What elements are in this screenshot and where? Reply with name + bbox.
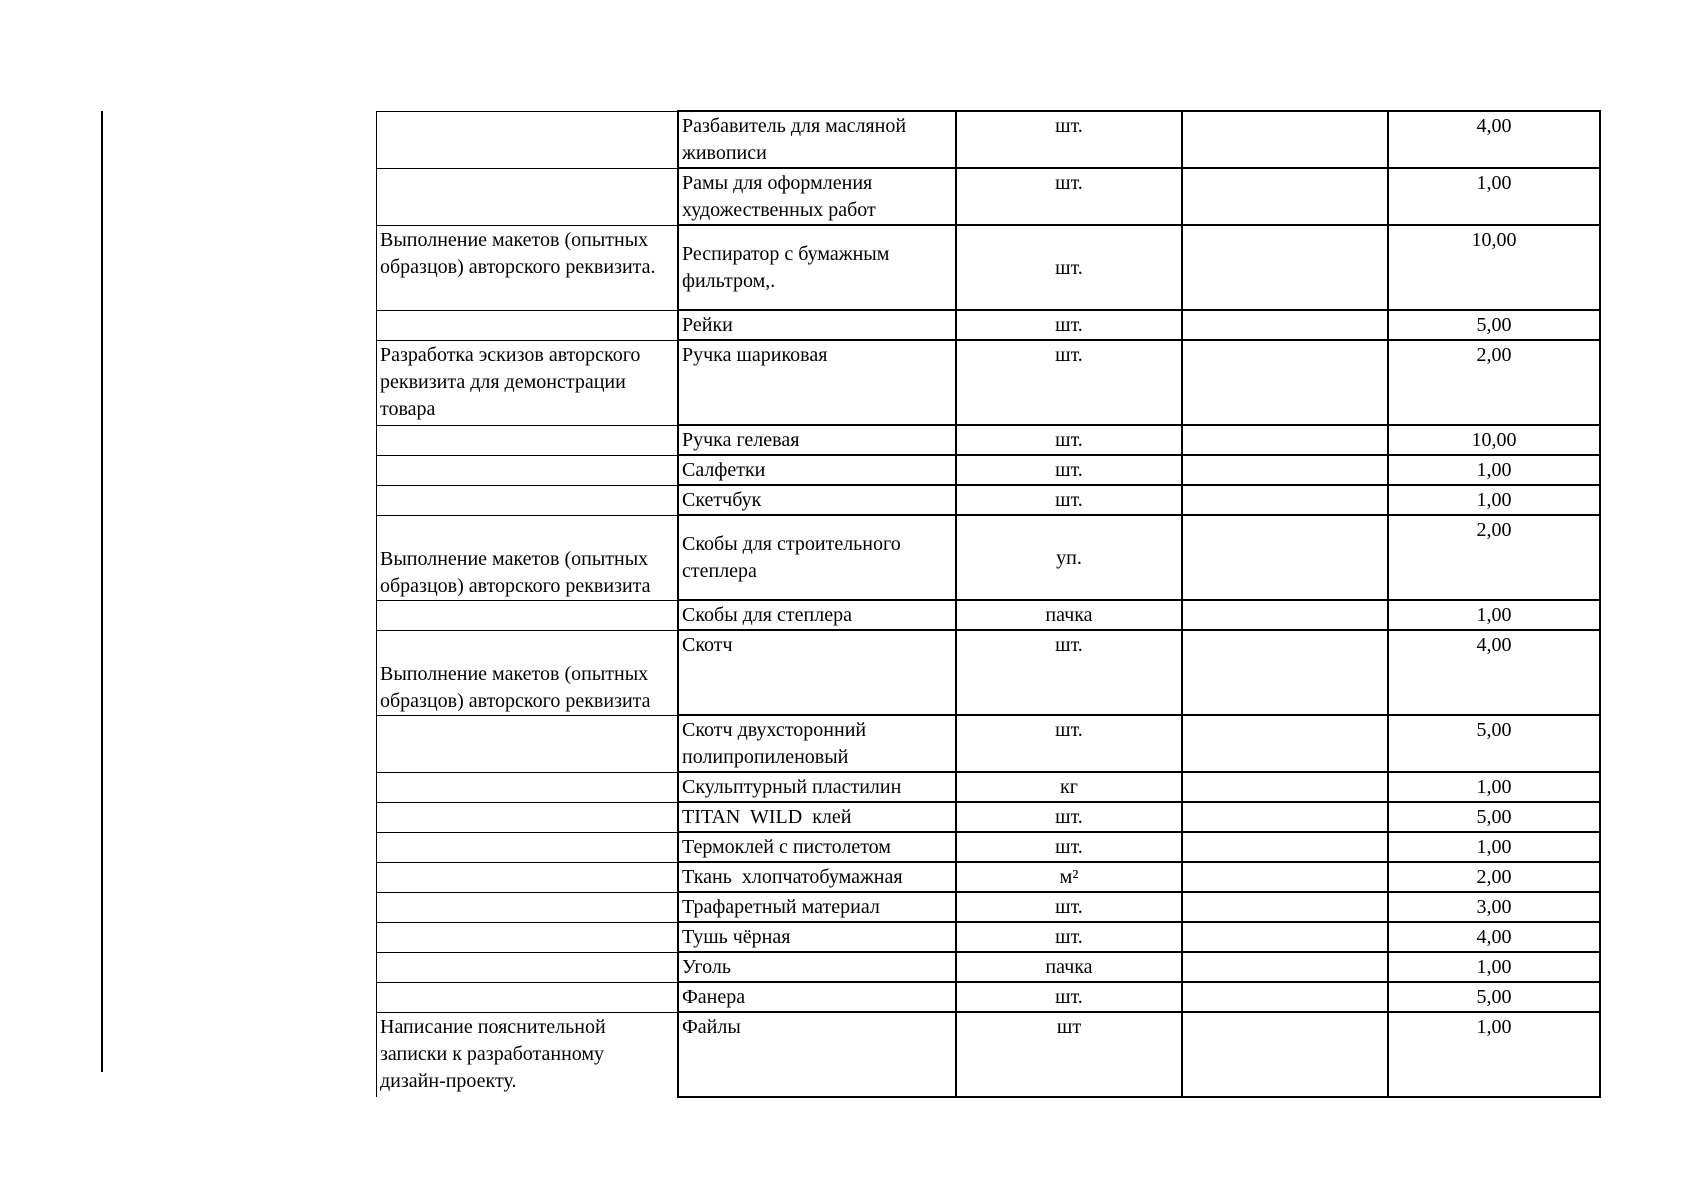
activity-cell (377, 922, 679, 952)
empty-cell (1182, 922, 1388, 952)
unit-cell: шт (956, 1012, 1182, 1097)
activity-cell (377, 111, 679, 168)
unit-cell: шт. (956, 802, 1182, 832)
activity-cell (377, 485, 679, 515)
table-row (377, 772, 1601, 802)
quantity-cell: 1,00 (1388, 772, 1600, 802)
table-row (377, 630, 1601, 715)
table-row (377, 952, 1601, 982)
table-row (377, 892, 1601, 922)
material-name-cell: Рамы для оформления художественных работ (678, 168, 956, 225)
activity-cell (377, 455, 679, 485)
material-name-cell: Скульптурный пластилин (678, 772, 956, 802)
activity-cell: Выполнение макетов (опытных образцов) авторского реквизита (377, 630, 679, 715)
activity-cell: Выполнение макетов (опытных образцов) авторского реквизита. (377, 225, 679, 310)
table-row (377, 715, 1601, 772)
material-name-cell: Скобы для степлера (678, 600, 956, 630)
unit-cell: шт. (956, 340, 1182, 425)
table-row (377, 485, 1601, 515)
material-name-cell: Скотч (678, 630, 956, 715)
quantity-cell: 4,00 (1388, 630, 1600, 715)
activity-cell (377, 310, 679, 340)
quantity-cell: 1,00 (1388, 455, 1600, 485)
quantity-cell: 1,00 (1388, 832, 1600, 862)
quantity-cell: 10,00 (1388, 225, 1600, 310)
empty-cell (1182, 715, 1388, 772)
quantity-cell: 5,00 (1388, 802, 1600, 832)
empty-cell (1182, 892, 1388, 922)
quantity-cell: 2,00 (1388, 862, 1600, 892)
material-name-cell: Ручка шариковая (678, 340, 956, 425)
activity-cell (377, 168, 679, 225)
left-margin-rule (101, 111, 103, 1072)
empty-cell (1182, 310, 1388, 340)
activity-cell (377, 982, 679, 1012)
activity-cell: Разработка эскизов авторского реквизита для демонстрации товара (377, 340, 679, 425)
empty-cell (1182, 485, 1388, 515)
quantity-cell: 1,00 (1388, 600, 1600, 630)
unit-cell: шт. (956, 922, 1182, 952)
unit-cell: шт. (956, 455, 1182, 485)
material-name-cell: Скобы для строительного степлера (678, 515, 956, 600)
unit-cell: м² (956, 862, 1182, 892)
empty-cell (1182, 168, 1388, 225)
quantity-cell: 1,00 (1388, 1012, 1600, 1097)
activity-cell: Написание пояснительной записки к разработанному дизайн-проекту. (377, 1012, 679, 1097)
empty-cell (1182, 1012, 1388, 1097)
material-name-cell: Тушь чёрная (678, 922, 956, 952)
unit-cell: шт. (956, 425, 1182, 455)
unit-cell: шт. (956, 630, 1182, 715)
table-row (377, 310, 1601, 340)
empty-cell (1182, 515, 1388, 600)
quantity-cell: 4,00 (1388, 111, 1600, 168)
quantity-cell: 2,00 (1388, 340, 1600, 425)
quantity-cell: 1,00 (1388, 485, 1600, 515)
empty-cell (1182, 455, 1388, 485)
quantity-cell: 10,00 (1388, 425, 1600, 455)
activity-cell (377, 425, 679, 455)
quantity-cell: 1,00 (1388, 168, 1600, 225)
table-row (377, 225, 1601, 310)
empty-cell (1182, 952, 1388, 982)
unit-cell: шт. (956, 168, 1182, 225)
materials-table (376, 110, 1601, 1098)
unit-cell: шт. (956, 832, 1182, 862)
material-name-cell: Респиратор с бумажным фильтром,. (678, 225, 956, 310)
material-name-cell: Скотч двухсторонний полипропиленовый (678, 715, 956, 772)
table-row (377, 425, 1601, 455)
material-name-cell: Салфетки (678, 455, 956, 485)
unit-cell: шт. (956, 715, 1182, 772)
quantity-cell: 5,00 (1388, 715, 1600, 772)
table-row (377, 600, 1601, 630)
unit-cell: шт. (956, 485, 1182, 515)
table-row (377, 455, 1601, 485)
table-row (377, 515, 1601, 600)
unit-cell: уп. (956, 515, 1182, 600)
empty-cell (1182, 425, 1388, 455)
unit-cell: шт. (956, 310, 1182, 340)
empty-cell (1182, 772, 1388, 802)
empty-cell (1182, 802, 1388, 832)
material-name-cell: Файлы (678, 1012, 956, 1097)
table-row (377, 111, 1601, 168)
material-name-cell: Термоклей с пистолетом (678, 832, 956, 862)
empty-cell (1182, 982, 1388, 1012)
table-row (377, 862, 1601, 892)
quantity-cell: 1,00 (1388, 952, 1600, 982)
quantity-cell: 4,00 (1388, 922, 1600, 952)
activity-cell (377, 772, 679, 802)
empty-cell (1182, 340, 1388, 425)
activity-cell (377, 892, 679, 922)
unit-cell: пачка (956, 952, 1182, 982)
material-name-cell: Уголь (678, 952, 956, 982)
table-row (377, 168, 1601, 225)
table-row (377, 1012, 1601, 1097)
empty-cell (1182, 225, 1388, 310)
material-name-cell: Скетчбук (678, 485, 956, 515)
activity-cell (377, 802, 679, 832)
activity-cell (377, 600, 679, 630)
activity-cell (377, 862, 679, 892)
unit-cell: кг (956, 772, 1182, 802)
unit-cell: шт. (956, 982, 1182, 1012)
empty-cell (1182, 600, 1388, 630)
quantity-cell: 3,00 (1388, 892, 1600, 922)
unit-cell: шт. (956, 225, 1182, 310)
empty-cell (1182, 630, 1388, 715)
quantity-cell: 5,00 (1388, 310, 1600, 340)
empty-cell (1182, 832, 1388, 862)
activity-cell (377, 715, 679, 772)
quantity-cell: 5,00 (1388, 982, 1600, 1012)
table-row (377, 802, 1601, 832)
table-row (377, 982, 1601, 1012)
unit-cell: пачка (956, 600, 1182, 630)
activity-cell: Выполнение макетов (опытных образцов) авторского реквизита (377, 515, 679, 600)
table-row (377, 832, 1601, 862)
empty-cell (1182, 111, 1388, 168)
material-name-cell: Фанера (678, 982, 956, 1012)
material-name-cell: TITAN WILD клей (678, 802, 956, 832)
quantity-cell: 2,00 (1388, 515, 1600, 600)
material-name-cell: Ручка гелевая (678, 425, 956, 455)
material-name-cell: Рейки (678, 310, 956, 340)
table-row (377, 340, 1601, 425)
unit-cell: шт. (956, 111, 1182, 168)
material-name-cell: Ткань хлопчатобумажная (678, 862, 956, 892)
material-name-cell: Трафаретный материал (678, 892, 956, 922)
table-row (377, 922, 1601, 952)
unit-cell: шт. (956, 892, 1182, 922)
material-name-cell: Разбавитель для масляной живописи (678, 111, 956, 168)
activity-cell (377, 832, 679, 862)
materials-table-container (376, 110, 1601, 1098)
empty-cell (1182, 862, 1388, 892)
activity-cell (377, 952, 679, 982)
